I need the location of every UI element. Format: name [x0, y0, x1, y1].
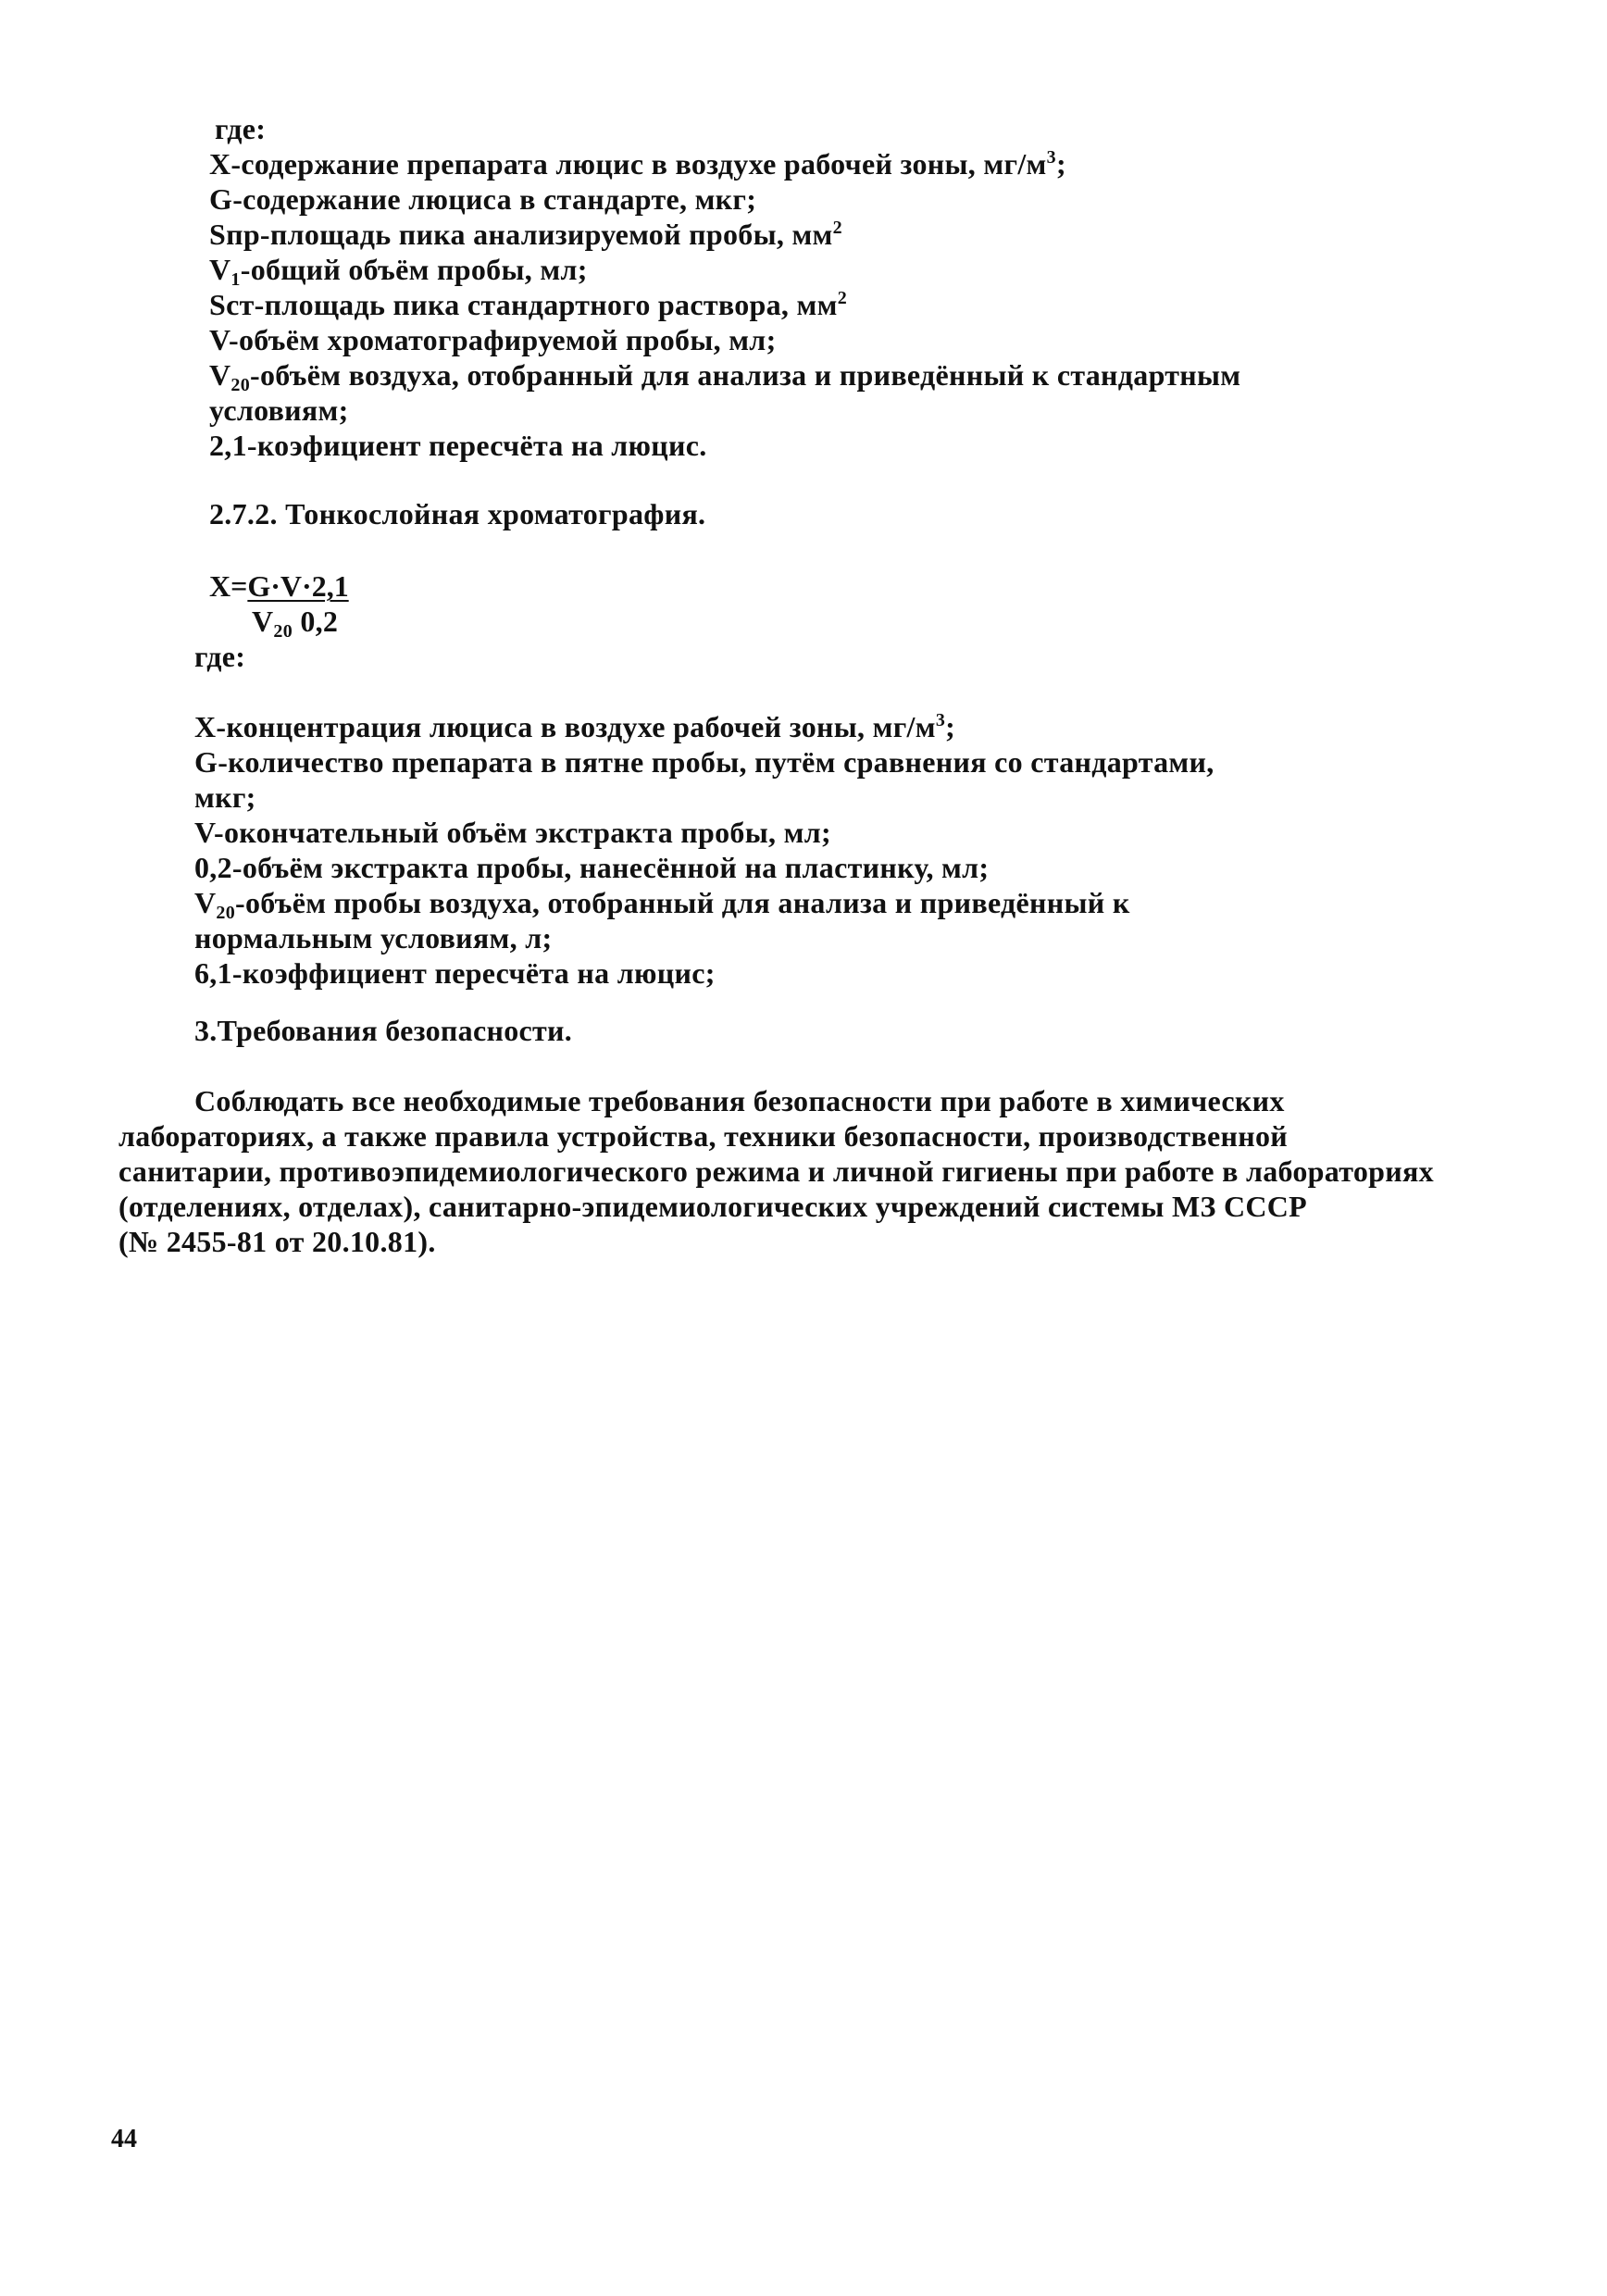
- definition-snp-text: Sпр-площадь пика анализируемой пробы, мм: [209, 218, 833, 251]
- where-label-2: где:: [194, 640, 246, 673]
- definition-sct-text: Sст-площадь пика стандартного раствора, мм: [209, 288, 838, 321]
- definition-v1-text: -общий объём пробы, мл;: [240, 253, 588, 286]
- definition-sct-sup: 2: [837, 288, 848, 308]
- definition-x-2: [194, 709, 955, 744]
- definition-x-2-text: X-концентрация люциса в воздухе рабочей зоны, мг/м: [194, 710, 936, 743]
- definition-v-2: V-окончательный объём экстракта пробы, мл;: [194, 816, 831, 849]
- definition-snp: [209, 217, 842, 252]
- safety-paragraph-line-3: санитарии, противоэпидемиологического режима и личной гигиены при работе в лабораториях: [118, 1154, 1434, 1188]
- safety-paragraph-line-1: Соблюдать все необходимые требования безопасности при работе в химических: [194, 1084, 1285, 1117]
- definition-x-2-sup: 3: [935, 710, 946, 730]
- formula-denominator-symbol: V: [252, 605, 274, 638]
- definition-v20-1-symbol: V: [209, 358, 231, 392]
- formula-lhs: X=: [209, 569, 248, 603]
- definition-v1-symbol: V: [209, 253, 231, 286]
- definition-x-1: [209, 146, 1066, 181]
- definition-x-1-text: X-содержание препарата люцис в воздухе рабочей зоны, мг/м: [209, 147, 1047, 181]
- definition-coefficient-2: 6,1-коэффициент пересчёта на люцис;: [194, 956, 716, 990]
- definition-snp-sup: 2: [832, 218, 842, 238]
- definition-v1: [209, 252, 588, 290]
- definition-sct: [209, 287, 847, 322]
- safety-paragraph-line-5: (№ 2455-81 от 20.10.81).: [118, 1225, 436, 1258]
- formula-numerator-row: [209, 568, 349, 604]
- definition-v20-2-text: -объём пробы воздуха, отобранный для анализа и приведённый к: [235, 886, 1130, 919]
- definition-v1-sub: 1: [230, 269, 241, 290]
- definition-v20-2-symbol: V: [194, 886, 217, 919]
- definition-v20-2: [194, 885, 1130, 923]
- definition-x-1-end: ;: [1055, 147, 1066, 181]
- formula-denominator: [252, 604, 339, 642]
- definition-g-1: G-содержание люциса в стандарте, мкг;: [209, 182, 757, 216]
- definition-v20-1: [209, 357, 1240, 393]
- definition-v20-2-continued: нормальным условиям, л;: [194, 921, 553, 955]
- section-heading-2-7-2: 2.7.2. Тонкослойная хроматография.: [209, 497, 706, 530]
- safety-paragraph-line-2: лабораториях, а также правила устройства, техники безопасности, производственной: [118, 1119, 1289, 1153]
- formula-denominator-rest: 0,2: [293, 605, 339, 638]
- where-label-1: где:: [215, 112, 267, 145]
- definition-v-1: V-объём хроматографируемой пробы, мл;: [209, 323, 777, 356]
- page-number: 44: [111, 2125, 137, 2153]
- definition-v20-1-text: -объём воздуха, отобранный для анализа и приведённый к стандартным: [250, 358, 1241, 392]
- definition-v20-1-sub: 20: [230, 375, 251, 395]
- definition-v20-1-continued: условиям;: [209, 393, 349, 427]
- definition-g-2-continued: мкг;: [194, 780, 256, 814]
- definition-extract-volume: 0,2-объём экстракта пробы, нанесённой на пластинку, мл;: [194, 851, 990, 884]
- section-heading-3: 3.Требования безопасности.: [194, 1014, 573, 1047]
- definition-coefficient-1: 2,1-коэфициент пересчёта на люцис.: [209, 429, 707, 462]
- definition-g-2: G-количество препарата в пятне пробы, путём сравнения со стандартами,: [194, 745, 1215, 779]
- formula-numerator: G·V·2,1: [247, 569, 349, 603]
- definition-v20-2-sub: 20: [216, 903, 236, 923]
- formula-denominator-sub: 20: [273, 621, 293, 642]
- safety-paragraph-line-4: (отделениях, отделах), санитарно-эпидемиологических учреждений системы МЗ СССР: [118, 1190, 1308, 1223]
- definition-x-1-sup: 3: [1046, 147, 1056, 168]
- definition-x-2-end: ;: [945, 710, 956, 743]
